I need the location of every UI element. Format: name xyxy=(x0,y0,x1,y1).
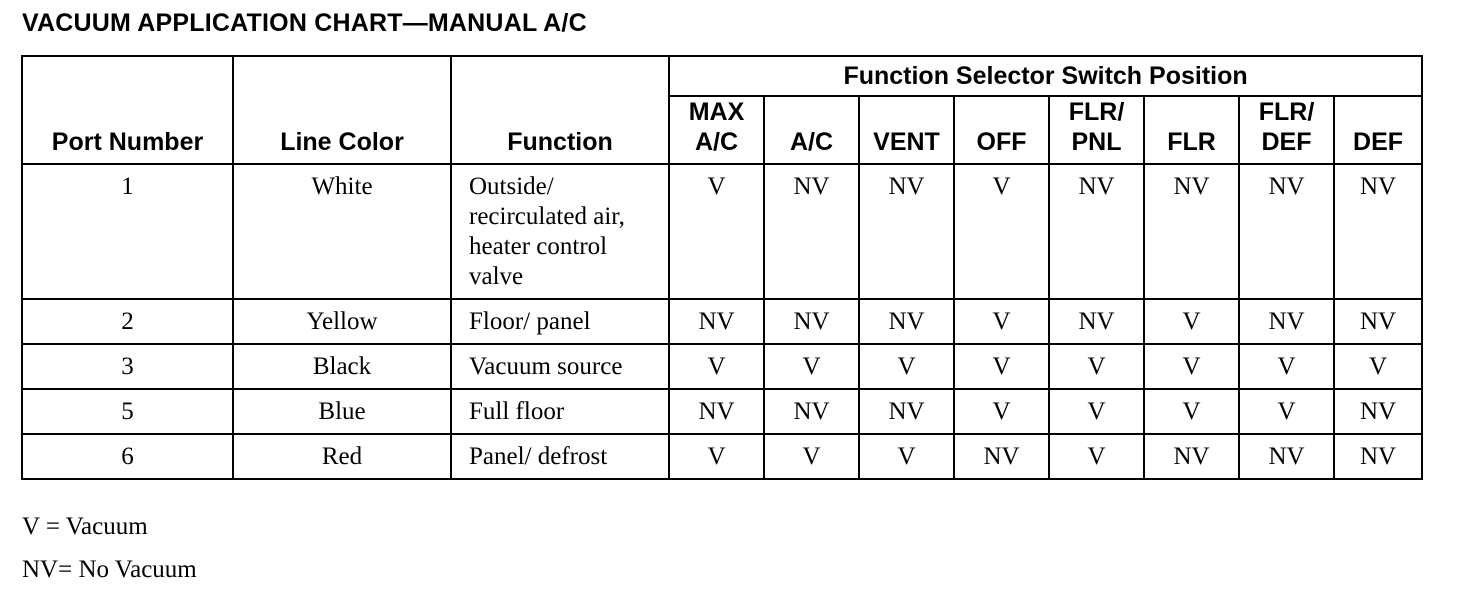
vacuum-value-cell: V xyxy=(954,299,1049,344)
vacuum-value-cell: V xyxy=(1049,434,1144,479)
vacuum-value-cell: V xyxy=(954,344,1049,389)
vacuum-value-cell: V xyxy=(764,434,859,479)
legend-vacuum: V = Vacuum xyxy=(22,513,148,540)
header-function: Function xyxy=(451,56,669,164)
vacuum-value-cell: V xyxy=(954,389,1049,434)
vacuum-value-cell: NV xyxy=(1334,434,1422,479)
line-color-cell: Red xyxy=(233,434,451,479)
header-position-vent: VENT xyxy=(859,96,954,164)
vacuum-value-cell: NV xyxy=(764,164,859,299)
port-number-cell: 1 xyxy=(22,164,233,299)
vacuum-value-cell: V xyxy=(1144,299,1239,344)
table-row xyxy=(22,299,1422,344)
vacuum-value-cell: NV xyxy=(1144,164,1239,299)
vacuum-value-cell: NV xyxy=(764,389,859,434)
vacuum-value-cell: NV xyxy=(669,389,764,434)
vacuum-value-cell: NV xyxy=(1334,299,1422,344)
vacuum-value-cell: NV xyxy=(1239,434,1334,479)
vacuum-value-cell: V xyxy=(859,434,954,479)
vacuum-value-cell: NV xyxy=(1334,389,1422,434)
vacuum-value-cell: V xyxy=(669,344,764,389)
vacuum-value-cell: NV xyxy=(1049,299,1144,344)
vacuum-value-cell: V xyxy=(954,164,1049,299)
line-color-cell: Yellow xyxy=(233,299,451,344)
function-cell: Panel/ defrost xyxy=(451,434,669,479)
port-number-cell: 5 xyxy=(22,389,233,434)
header-position-max-ac: MAX A/C xyxy=(669,96,764,164)
header-function-selector-switch-position: Function Selector Switch Position xyxy=(669,56,1422,96)
header-position-def: DEF xyxy=(1334,96,1422,164)
header-position-ac: A/C xyxy=(764,96,859,164)
vacuum-value-cell: V xyxy=(1049,389,1144,434)
function-cell: Floor/ panel xyxy=(451,299,669,344)
header-line-color: Line Color xyxy=(233,56,451,164)
vacuum-value-cell: NV xyxy=(859,164,954,299)
table-row xyxy=(22,389,1422,434)
vacuum-value-cell: V xyxy=(1239,389,1334,434)
header-position-flr-def: FLR/ DEF xyxy=(1239,96,1334,164)
port-number-cell: 6 xyxy=(22,434,233,479)
line-color-cell: White xyxy=(233,164,451,299)
header-port-number: Port Number xyxy=(22,56,233,164)
line-color-cell: Blue xyxy=(233,389,451,434)
vacuum-value-cell: V xyxy=(669,164,764,299)
port-number-cell: 2 xyxy=(22,299,233,344)
vacuum-value-cell: V xyxy=(1049,344,1144,389)
function-cell: Full floor xyxy=(451,389,669,434)
vacuum-value-cell: NV xyxy=(859,389,954,434)
vacuum-value-cell: V xyxy=(1239,344,1334,389)
vacuum-value-cell: V xyxy=(669,434,764,479)
table-row xyxy=(22,434,1422,479)
table-row xyxy=(22,164,1422,299)
vacuum-value-cell: V xyxy=(1144,389,1239,434)
vacuum-value-cell: NV xyxy=(1049,164,1144,299)
vacuum-value-cell: V xyxy=(764,344,859,389)
vacuum-value-cell: NV xyxy=(859,299,954,344)
vacuum-value-cell: V xyxy=(859,344,954,389)
vacuum-application-table xyxy=(21,55,1423,480)
header-position-flr: FLR xyxy=(1144,96,1239,164)
table-row xyxy=(22,344,1422,389)
line-color-cell: Black xyxy=(233,344,451,389)
vacuum-value-cell: NV xyxy=(954,434,1049,479)
vacuum-value-cell: NV xyxy=(1144,434,1239,479)
vacuum-value-cell: NV xyxy=(1334,164,1422,299)
vacuum-value-cell: NV xyxy=(764,299,859,344)
vacuum-value-cell: NV xyxy=(1239,299,1334,344)
header-position-flr-pnl: FLR/ PNL xyxy=(1049,96,1144,164)
function-cell: Outside/ recirculated air, heater control valve xyxy=(451,164,669,299)
legend-no-vacuum: NV= No Vacuum xyxy=(22,556,197,583)
vacuum-value-cell: V xyxy=(1144,344,1239,389)
vacuum-value-cell: NV xyxy=(1239,164,1334,299)
header-position-off: OFF xyxy=(954,96,1049,164)
function-cell: Vacuum source xyxy=(451,344,669,389)
vacuum-value-cell: V xyxy=(1334,344,1422,389)
port-number-cell: 3 xyxy=(22,344,233,389)
vacuum-value-cell: NV xyxy=(669,299,764,344)
chart-title: VACUUM APPLICATION CHART—MANUAL A/C xyxy=(22,9,587,37)
